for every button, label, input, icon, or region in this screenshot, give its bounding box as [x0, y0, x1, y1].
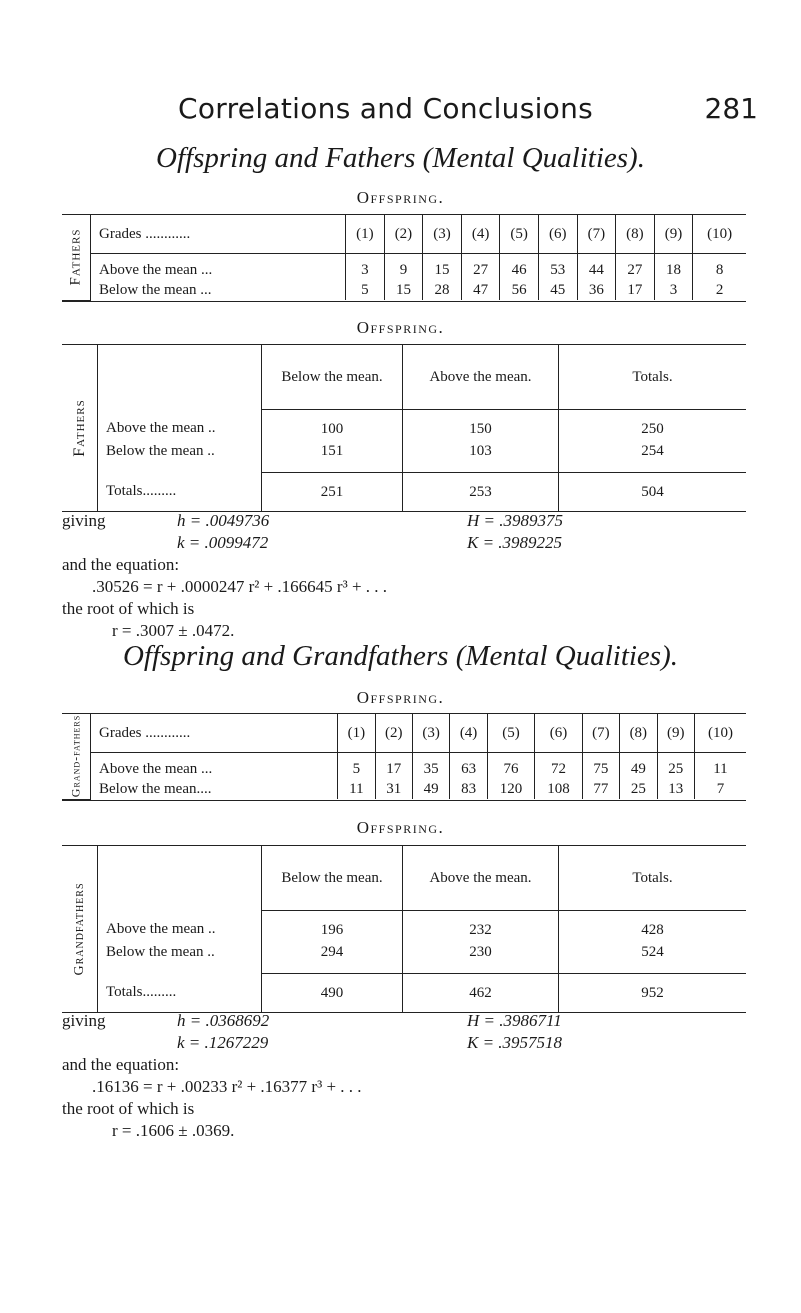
col-header: (4) [450, 714, 487, 753]
col-header: Totals. [559, 846, 747, 911]
cell: 35 [412, 753, 449, 780]
root-text: the root of which is [62, 599, 195, 618]
cell: 25 [657, 753, 694, 780]
cell: 120 [487, 779, 534, 799]
cell: 17 [375, 753, 412, 780]
col-header: (7) [577, 215, 616, 254]
cell: 100 [262, 410, 403, 441]
summary-table-grandfathers [62, 845, 746, 1013]
side-label-cell [62, 846, 98, 1012]
col-header: (9) [657, 714, 694, 753]
col-header: (2) [384, 215, 423, 254]
row-label: Below the mean ... [91, 280, 346, 300]
cell: 17 [616, 280, 655, 300]
summary-table-fathers [62, 344, 746, 512]
cell: 11 [338, 779, 375, 799]
table-row [62, 753, 746, 780]
col-header: Totals. [559, 345, 747, 410]
col-header: (6) [538, 215, 577, 254]
side-label-cell [62, 215, 91, 300]
totals-row [62, 473, 746, 512]
row-label: Below the mean .. [98, 440, 262, 473]
row-label: Below the mean.... [91, 779, 338, 799]
table-row [62, 779, 746, 799]
cell: 44 [577, 254, 616, 281]
summary-caption-grandfathers: Offspring. [356, 818, 445, 837]
cell: 2 [715, 281, 724, 298]
page-number: 281 [704, 92, 758, 125]
row-label: Above the mean ... [91, 254, 346, 281]
total-cell: 462 [403, 974, 559, 1013]
col-header: (9) [654, 215, 693, 254]
total-cell: 952 [559, 974, 747, 1013]
row-label: Above the mean .. [98, 911, 262, 942]
cell: 103 [403, 440, 559, 473]
cell: 151 [262, 440, 403, 473]
cell: 108 [535, 779, 582, 799]
k-value: k = .0099472 [177, 533, 269, 552]
total-cell: 504 [559, 473, 747, 512]
cell: 72 [535, 753, 582, 780]
table-row [62, 911, 746, 942]
table-row [62, 410, 746, 441]
and-equation: and the equation: [62, 555, 180, 574]
cell: 5 [346, 280, 385, 300]
col-header: (10) [694, 714, 746, 753]
side-label: Grand-fathers [68, 715, 83, 798]
cell: 36 [577, 280, 616, 300]
summary-caption-fathers: Offspring. [356, 318, 445, 337]
h-value: h = .0049736 [177, 511, 270, 530]
grades-table-grandfathers [62, 713, 746, 801]
side-label-cell [62, 714, 91, 799]
col-header: (3) [423, 215, 462, 254]
cell: 7 [716, 780, 725, 797]
cell: 45 [538, 280, 577, 300]
cell: 11 [713, 760, 728, 777]
grades-header: Grades ............ [91, 714, 338, 753]
col-header: (1) [338, 714, 375, 753]
col-header: Below the mean. [262, 846, 403, 911]
cell: 49 [620, 753, 657, 780]
cell: 254 [641, 442, 664, 459]
cell: 3 [346, 254, 385, 281]
giving-word: giving [62, 1011, 106, 1030]
H-value: H = .3989375 [467, 511, 563, 530]
cell: 250 [641, 420, 664, 437]
running-title: Correlations and Conclusions [178, 92, 594, 125]
equation: .30526 = r + .0000247 r² + .166645 r³ + . . . [92, 577, 388, 596]
col-header: (7) [582, 714, 619, 753]
grades-table-fathers [62, 214, 746, 302]
cell: 27 [461, 254, 500, 281]
cell: 63 [450, 753, 487, 780]
H-value: H = .3986711 [467, 1011, 562, 1030]
total-cell: 251 [262, 473, 403, 512]
cell: 47 [461, 280, 500, 300]
h-value: h = .0368692 [177, 1011, 270, 1030]
cell: 150 [403, 410, 559, 441]
cell: 49 [412, 779, 449, 799]
equation: .16136 = r + .00233 r² + .16377 r³ + . . . [92, 1077, 362, 1096]
cell: 53 [538, 254, 577, 281]
side-label-cell [62, 345, 98, 511]
totals-row [62, 974, 746, 1013]
col-header: (2) [375, 714, 412, 753]
result: r = .3007 ± .0472. [112, 621, 235, 640]
grades-header: Grades ............ [91, 215, 346, 254]
col-header: (6) [535, 714, 582, 753]
giving-word: giving [62, 511, 106, 530]
cell: 3 [654, 280, 693, 300]
total-cell: 253 [403, 473, 559, 512]
cell: 5 [338, 753, 375, 780]
col-header: (8) [616, 215, 655, 254]
cell: 31 [375, 779, 412, 799]
row-label: Above the mean ... [91, 753, 338, 780]
side-label: Fathers [70, 399, 88, 457]
grades-caption-fathers: Offspring. [356, 188, 445, 207]
K-value: K = .3989225 [467, 533, 563, 552]
total-cell: 490 [262, 974, 403, 1013]
col-header: Above the mean. [403, 846, 559, 911]
equations-fathers [62, 510, 752, 642]
corner-cell [98, 846, 262, 911]
cell: 294 [262, 941, 403, 974]
corner-cell [98, 345, 262, 410]
cell: 15 [384, 280, 423, 300]
cell: 428 [641, 921, 664, 938]
equations-grandfathers [62, 1010, 752, 1142]
cell: 196 [262, 911, 403, 942]
totals-label: Totals......... [98, 473, 262, 512]
cell: 232 [403, 911, 559, 942]
row-label: Above the mean .. [98, 410, 262, 441]
col-header: Below the mean. [262, 345, 403, 410]
col-header: (5) [487, 714, 534, 753]
row-label: Below the mean .. [98, 941, 262, 974]
grades-caption-grandfathers: Offspring. [356, 688, 445, 707]
table-row [62, 440, 746, 473]
section-title-grandfathers: Offspring and Grandfathers (Mental Qualities). [122, 640, 678, 672]
cell: 56 [500, 280, 539, 300]
side-label: Fathers [67, 228, 84, 286]
root-text: the root of which is [62, 1099, 195, 1118]
page-header [0, 92, 801, 132]
cell: 8 [715, 261, 724, 278]
cell: 46 [500, 254, 539, 281]
cell: 15 [423, 254, 462, 281]
table-row [62, 280, 746, 300]
col-header: (8) [620, 714, 657, 753]
k-value: k = .1267229 [177, 1033, 269, 1052]
cell: 9 [384, 254, 423, 281]
cell: 13 [657, 779, 694, 799]
col-header: Above the mean. [403, 345, 559, 410]
cell: 524 [641, 943, 664, 960]
cell: 27 [616, 254, 655, 281]
cell: 28 [423, 280, 462, 300]
cell: 76 [487, 753, 534, 780]
cell: 25 [620, 779, 657, 799]
col-header: (1) [346, 215, 385, 254]
col-header: (10) [693, 215, 746, 254]
K-value: K = .3957518 [467, 1033, 563, 1052]
result: r = .1606 ± .0369. [112, 1121, 235, 1140]
table-row [62, 941, 746, 974]
cell: 75 [582, 753, 619, 780]
and-equation: and the equation: [62, 1055, 180, 1074]
totals-label: Totals......... [98, 974, 262, 1013]
table-row [62, 254, 746, 281]
side-label: Grandfathers [71, 882, 87, 976]
cell: 77 [582, 779, 619, 799]
col-header: (5) [500, 215, 539, 254]
cell: 18 [654, 254, 693, 281]
cell: 83 [450, 779, 487, 799]
section-title-fathers: Offspring and Fathers (Mental Qualities). [156, 142, 645, 174]
col-header: (3) [412, 714, 449, 753]
cell: 230 [403, 941, 559, 974]
col-header: (4) [461, 215, 500, 254]
